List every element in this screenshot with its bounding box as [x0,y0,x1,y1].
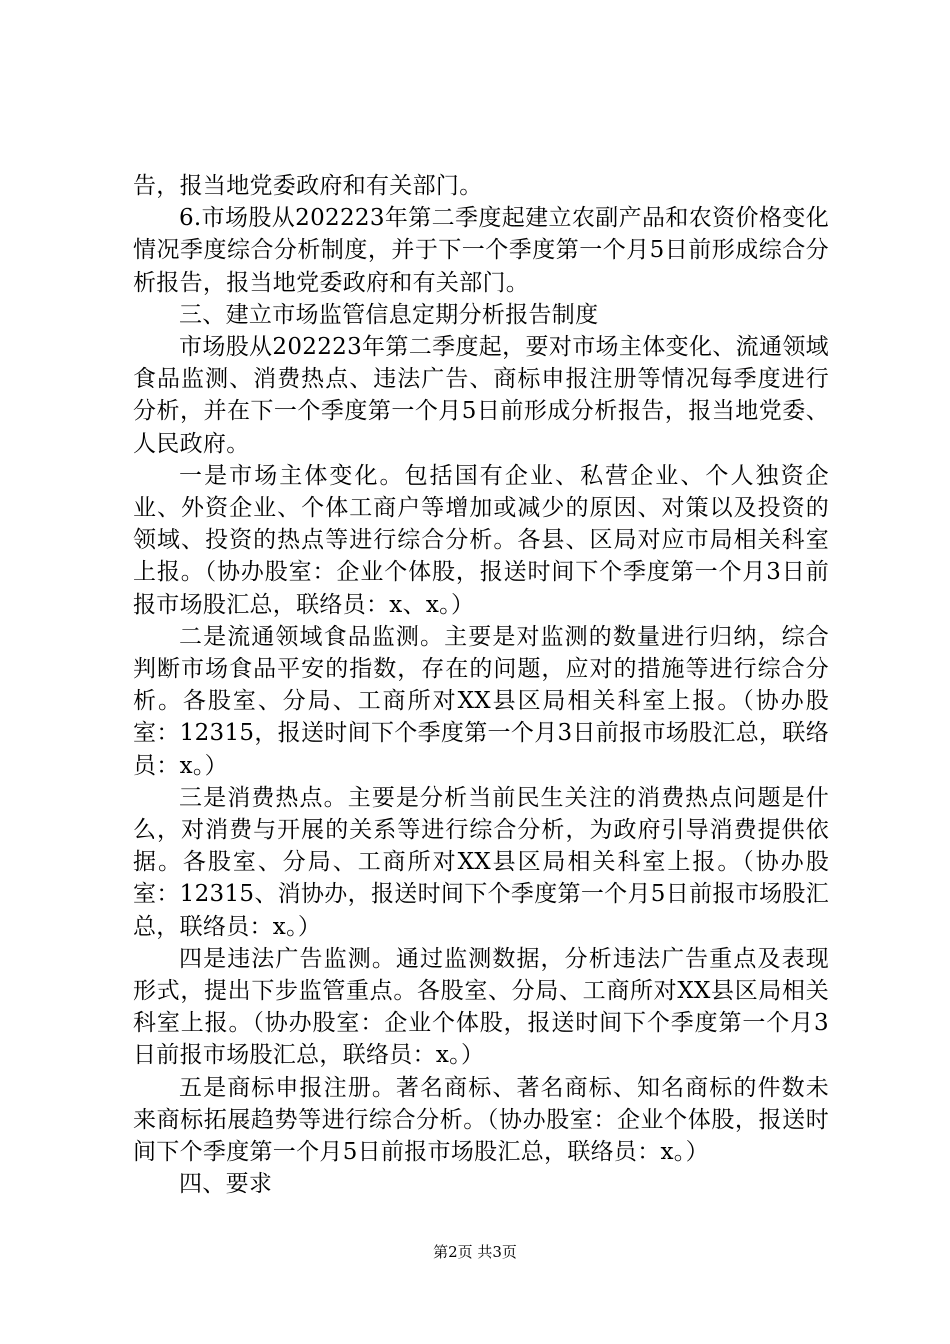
page-footer [0,1242,950,1262]
paragraph-trademark: 五是商标申报注册。著名商标、著名商标、知名商标的件数未来商标拓展趋势等进行综合分析。（协办股室：企业个体股，报送时间下个季度第一个月5日前报市场股汇总，联络员：x。） [133,1074,829,1166]
paragraph-food-monitoring: 二是流通领域食品监测。主要是对监测的数量进行归纳，综合判断市场食品平安的指数，存在的问题，应对的措施等进行综合分析。各股室、分局、工商所对XX县区局相关科室上报。（协办股室：12315，报送时间下个季度第一个月3日前报市场股汇总，联络员：x。） [133,623,829,779]
paragraph-item-6: 6.市场股从202223年第二季度起建立农副产品和农资价格变化情况季度综合分析制度，并于下一个季度第一个月5日前形成综合分析报告，报当地党委政府和有关部门。 [133,205,829,296]
paragraph-consumption-hotspots: 三是消费热点。主要是分析当前民生关注的消费热点问题是什么，对消费与开展的关系等进行综合分析，为政府引导消费提供依据。各股室、分局、工商所对XX县区局相关科室上报。（协办股室：12315、消协办，报送时间下个季度第一个月5日前报市场股汇总，联络员：x。） [133,784,829,940]
paragraph-illegal-ads: 四是违法广告监测。通过监测数据，分析违法广告重点及表现形式，提出下步监管重点。各股室、分局、工商所对XX县区局相关科室上报。（协办股室：企业个体股，报送时间下个季度第一个月3日前报市场股汇总，联络员：x。） [133,945,829,1069]
document-body [133,170,829,1201]
paragraph-section-3-intro: 市场股从202223年第二季度起，要对市场主体变化、流通领域食品监测、消费热点、违法广告、商标申报注册等情况每季度进行分析，并在下一个季度第一个月5日前形成分析报告，报当地党委、人民政府。 [133,334,829,457]
paragraph-continuation: 告，报当地党委政府和有关部门。 [133,173,483,199]
page-number-label: 第2页 共3页 [433,1243,517,1261]
section-heading-4: 四、要求 [179,1171,273,1198]
section-heading-3: 三、建立市场监管信息定期分析报告制度 [179,301,599,328]
paragraph-market-entities: 一是市场主体变化。包括国有企业、私营企业、个人独资企业、外资企业、个体工商户等增加或减少的原因、对策以及投资的领域、投资的热点等进行综合分析。各县、区局对应市局相关科室上报。（协办股室：企业个体股，报送时间下个季度第一个月3日前报市场股汇总，联络员：x、x。） [133,462,829,618]
